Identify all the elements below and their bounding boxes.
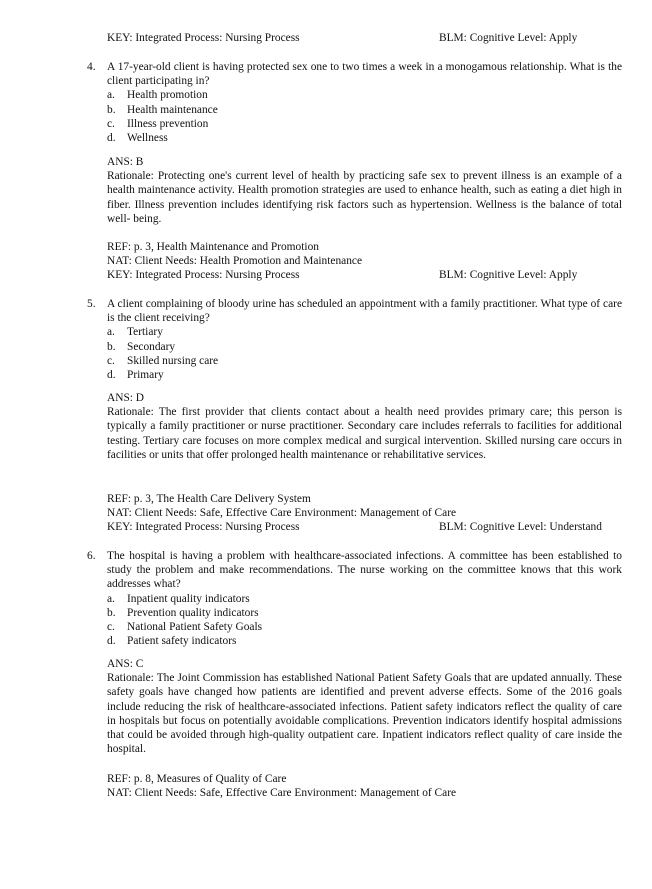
- question-4-number: 4.: [87, 61, 96, 73]
- question-6-rationale: Rationale: The Joint Commission has established National Patient Safety Goals that are updated annually. These safety goals have changed how patients are identified and prevent adverse effects. Some of the 2016 goals include reducing the risk of healthcare-associated infections. Patient safety indicators reflect the quality of care in hospitals but focus on potentially avoidable complications. Prevention indicators identify hospital admissions that could be avoided through high-quality outpatient care. Inpatient indicators reflect quality of care inside the hospital.: [107, 672, 622, 756]
- choice-text: Patient safety indicators: [127, 635, 237, 648]
- question-4-ref: REF: p. 3, Health Maintenance and Promotion: [107, 241, 319, 253]
- question-4-answer-block: [107, 155, 622, 226]
- q3-key: KEY: Integrated Process: Nursing Process: [107, 32, 300, 44]
- question-6-nat: NAT: Client Needs: Safe, Effective Care Environment: Management of Care: [107, 787, 457, 800]
- question-4-blm: BLM: Cognitive Level: Apply: [439, 269, 578, 281]
- question-4-stem: A 17-year-old client is having protected sex one to two times a week in a monogamous relationship. What is the client participating in?: [107, 61, 622, 88]
- q3-blm: BLM: Cognitive Level: Apply: [439, 32, 578, 44]
- question-5-answer-block: [107, 391, 622, 462]
- question-5-choices: [107, 325, 622, 382]
- question-6-ref: REF: p. 8, Measures of Quality of Care: [107, 773, 287, 785]
- choice-letter: a.: [107, 89, 115, 102]
- question-4-rationale: Rationale: Protecting one's current level of health by practicing safe sex to prevent illness is an example of a health maintenance activity. Health promotion strategies are used to enhance health, such as eating a diet high in fiber. Illness prevention includes identifying risk factors such as hypertension. Wellness is the balance of total well- being.: [107, 170, 622, 225]
- question-4: [87, 60, 622, 145]
- choice-letter: a.: [107, 592, 115, 605]
- question-6: [87, 549, 622, 648]
- choice-6a: [107, 592, 622, 606]
- choice-letter: a.: [107, 326, 115, 339]
- choice-6c: [107, 620, 622, 634]
- question-6-answer-block: [107, 657, 622, 756]
- choice-text: Skilled nursing care: [127, 354, 219, 367]
- question-5-nat: NAT: Client Needs: Safe, Effective Care Environment: Management of Care: [107, 507, 457, 520]
- choice-6b: [107, 606, 622, 620]
- choice-text: Primary: [127, 368, 164, 381]
- choice-5a: [107, 325, 622, 339]
- choice-letter: b.: [107, 103, 116, 116]
- choice-letter: b.: [107, 340, 116, 353]
- choice-letter: d.: [107, 368, 116, 381]
- choice-letter: d.: [107, 131, 116, 144]
- choice-text: National Patient Safety Goals: [127, 620, 263, 633]
- choice-text: Wellness: [127, 131, 168, 144]
- choice-text: Secondary: [127, 340, 176, 353]
- choice-text: Inpatient quality indicators: [127, 592, 250, 605]
- choice-5b: [107, 340, 622, 354]
- choice-letter: d.: [107, 635, 116, 648]
- question-6-meta: [107, 772, 622, 800]
- choice-text: Health maintenance: [127, 103, 218, 116]
- question-6-number: 6.: [87, 550, 96, 562]
- question-5-answer: ANS: D: [107, 392, 145, 404]
- choice-letter: c.: [107, 117, 115, 130]
- choice-4c: [107, 117, 622, 131]
- question-5-meta: [107, 492, 622, 520]
- choice-letter: b.: [107, 606, 116, 619]
- question-4-answer: ANS: B: [107, 156, 144, 168]
- choice-text: Tertiary: [127, 326, 163, 339]
- choice-6d: [107, 634, 622, 648]
- question-5-ref: REF: p. 3, The Health Care Delivery System: [107, 493, 311, 505]
- choice-5c: [107, 354, 622, 368]
- choice-5d: [107, 368, 622, 382]
- choice-text: Prevention quality indicators: [127, 606, 259, 619]
- choice-letter: c.: [107, 354, 115, 367]
- choice-4a: [107, 88, 622, 102]
- choice-text: Illness prevention: [127, 117, 209, 130]
- question-5-stem: A client complaining of bloody urine has scheduled an appointment with a family practitioner. What type of care is the client receiving?: [107, 298, 622, 325]
- choice-letter: c.: [107, 620, 115, 633]
- question-5: [87, 297, 622, 382]
- question-6-stem: The hospital is having a problem with healthcare-associated infections. A committee has been established to study the problem and make recommendations. The nurse working on the committee knows that this work addresses what?: [107, 550, 622, 591]
- question-5-rationale: Rationale: The first provider that clients contact about a health need provides primary care; this person is typically a family practitioner or nurse practitioner. Secondary care includes referrals to facilities for additional testing. Tertiary care focuses on more complex medical and surgical intervention. Skilled nursing care occurs in facilities or units that offer prolonged health maintenance or rehabilitative services.: [107, 406, 622, 461]
- question-4-meta: [107, 240, 622, 268]
- question-5-blm: BLM: Cognitive Level: Understand: [439, 521, 602, 533]
- q3-key-row: [107, 31, 627, 46]
- choice-text: Health promotion: [127, 89, 208, 102]
- question-4-key-row: [107, 268, 627, 283]
- question-4-key: KEY: Integrated Process: Nursing Process: [107, 269, 300, 281]
- choice-4d: [107, 131, 622, 145]
- choice-4b: [107, 103, 622, 117]
- question-5-key-row: [107, 520, 627, 535]
- question-4-choices: [107, 88, 622, 145]
- question-5-number: 5.: [87, 298, 96, 310]
- question-6-choices: [107, 592, 622, 649]
- question-5-key: KEY: Integrated Process: Nursing Process: [107, 521, 300, 533]
- question-4-nat: NAT: Client Needs: Health Promotion and Maintenance: [107, 255, 363, 268]
- question-6-answer: ANS: C: [107, 658, 144, 670]
